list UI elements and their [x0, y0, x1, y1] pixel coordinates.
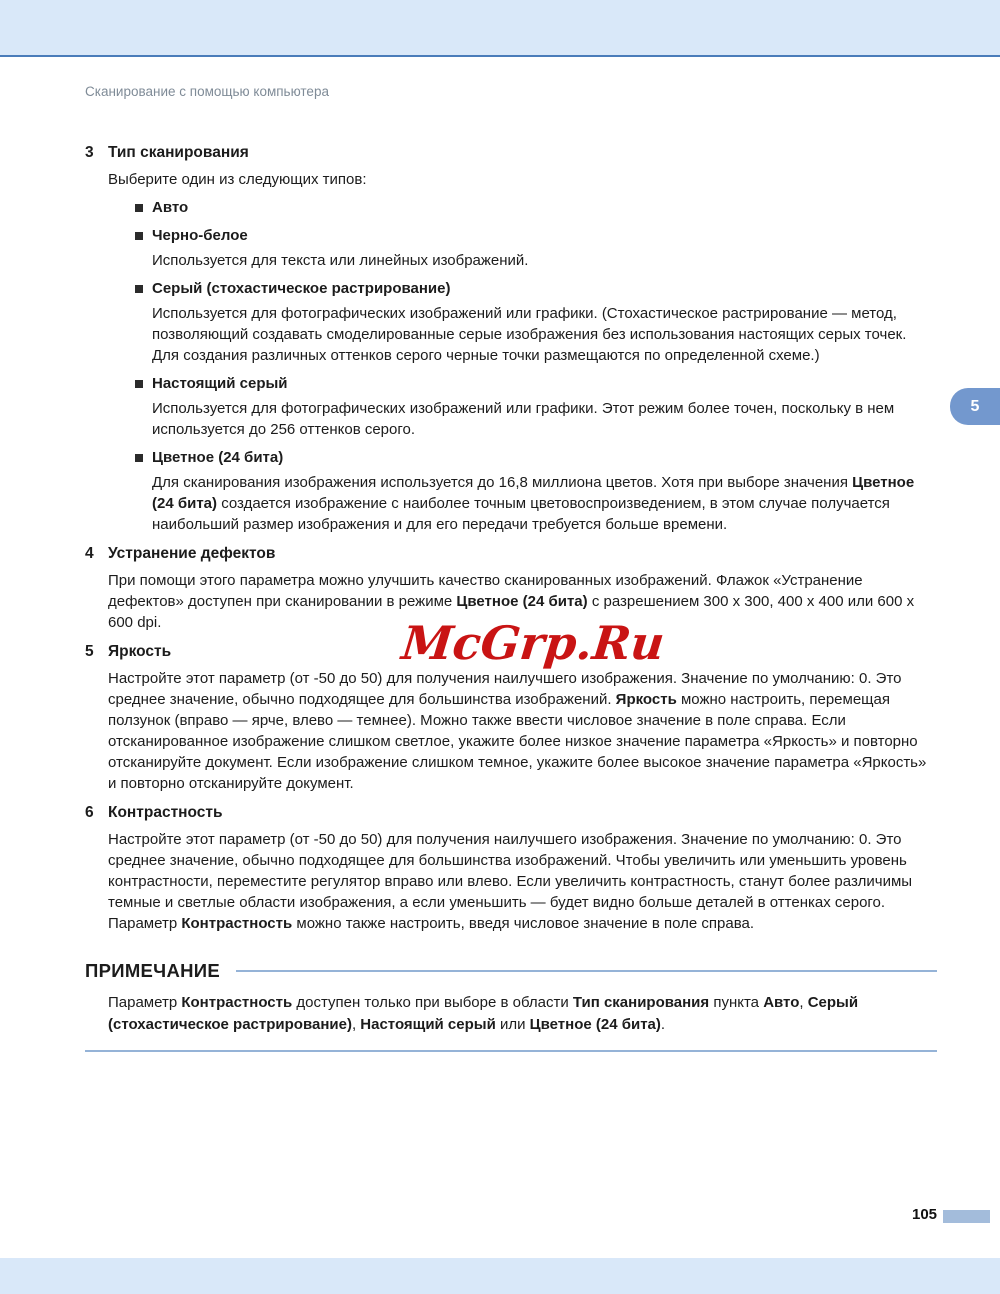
note-bottom-rule [85, 1050, 937, 1052]
bullet-body: Используется для фотографических изображений или графики. (Стохастическое растрирование — метод, позволяющий создавать смоделированные серые изображения без использования настоящих серых точек. Для создания различных оттенков серого черные точки размещаются по определенной схеме.) [152, 305, 907, 364]
top-banner [0, 0, 1000, 57]
item-number: 4 [85, 545, 94, 562]
bullet-title: Серый (стохастическое растрирование) [152, 280, 451, 297]
footer-accent-bar [943, 1210, 990, 1223]
bullet-black-white [135, 225, 937, 271]
section-body: Настройте этот параметр (от -50 до 50) для получения наилучшего изображения. Значение по умолчанию: 0. Это среднее значение, обычно подходящее для большинства изображений. Яркость можно настроить, перемещая ползунок (вправо — ярче, влево — темнее). Можно также ввести числовое значение в поле справа. Если отсканированное изображение слишком светлое, укажите более низкое значение параметра «Яркость» и повторно отсканируйте документ. Если изображение слишком темное, укажите более высокое значение параметра «Яркость» и повторно отсканируйте документ. [108, 670, 927, 792]
watermark: McGrp.Ru [399, 616, 668, 670]
bullet-title: Настоящий серый [152, 375, 288, 392]
bullet-square-icon [135, 232, 143, 240]
item-title: Контрастность [108, 804, 223, 821]
bullet-title: Цветное (24 бита) [152, 449, 284, 466]
bullet-true-gray [135, 373, 937, 440]
item-title: Яркость [108, 643, 172, 660]
breadcrumb: Сканирование с помощью компьютера [85, 84, 329, 99]
bullet-title: Авто [152, 199, 189, 216]
section-heading [85, 802, 937, 824]
bullet-square-icon [135, 454, 143, 462]
item-title: Тип сканирования [108, 144, 249, 161]
item-title: Устранение дефектов [108, 545, 276, 562]
item-number: 3 [85, 144, 94, 161]
section-body: Настройте этот параметр (от -50 до 50) для получения наилучшего изображения. Значение по умолчанию: 0. Это среднее значение, обычно подходящее для большинства изображений. Чтобы увеличить или уменьшить уровень контрастности, переместите регулятор вправо или влево. Если увеличить контрастность, станут более различимы темные и светлые области изображения, а если уменьшить — будет видно больше деталей в оттенках серого. Параметр Контрастность можно также настроить, введя числовое значение в поле справа. [108, 831, 913, 932]
bullet-color-24bit [135, 447, 937, 535]
note-title: ПРИМЕЧАНИЕ [85, 960, 221, 981]
intro-text: Выберите один из следующих типов: [108, 171, 367, 188]
bullet-body: Используется для текста или линейных изображений. [152, 252, 529, 269]
page-content [85, 142, 937, 1052]
footer-band [0, 1258, 1000, 1294]
note-top-rule [236, 970, 937, 972]
bullet-gray-dither [135, 278, 937, 366]
section-body: При помощи этого параметра можно улучшить качество сканированных изображений. Флажок «Устранение дефектов» доступен при сканировании в режиме Цветное (24 бита) с разрешением 300 x 300, 400 x 400 или 600 x 600 dpi. [108, 572, 915, 631]
bullet-title: Черно-белое [152, 227, 248, 244]
note-body: Параметр Контрастность доступен только при выборе в области Тип сканирования пункта Авто, Серый (стохастическое растрирование), Настоящий серый или Цветное (24 бита). [108, 994, 859, 1033]
item-number: 5 [85, 643, 94, 660]
bullet-body: Используется для фотографических изображений или графики. Этот режим более точен, поскольку в нем используется до 256 оттенков серого. [152, 400, 895, 438]
note-section [85, 960, 937, 1052]
bullet-square-icon [135, 380, 143, 388]
bullet-auto [135, 197, 937, 218]
section-contrast [85, 802, 937, 934]
section-heading [85, 142, 937, 164]
item-number: 6 [85, 804, 94, 821]
bullet-body: Для сканирования изображения используется до 16,8 миллиона цветов. Хотя при выборе значения Цветное (24 бита) создается изображение с наиболее точным цветовоспроизведением, в этом случае получается наибольший размер изображения и для его передачи требуется больше времени. [152, 474, 915, 533]
section-scan-type [85, 142, 937, 535]
page-number: 105 [912, 1206, 938, 1223]
bullet-square-icon [135, 285, 143, 293]
chapter-tab: 5 [950, 388, 1000, 425]
bullet-square-icon [135, 204, 143, 212]
section-heading [85, 543, 937, 565]
